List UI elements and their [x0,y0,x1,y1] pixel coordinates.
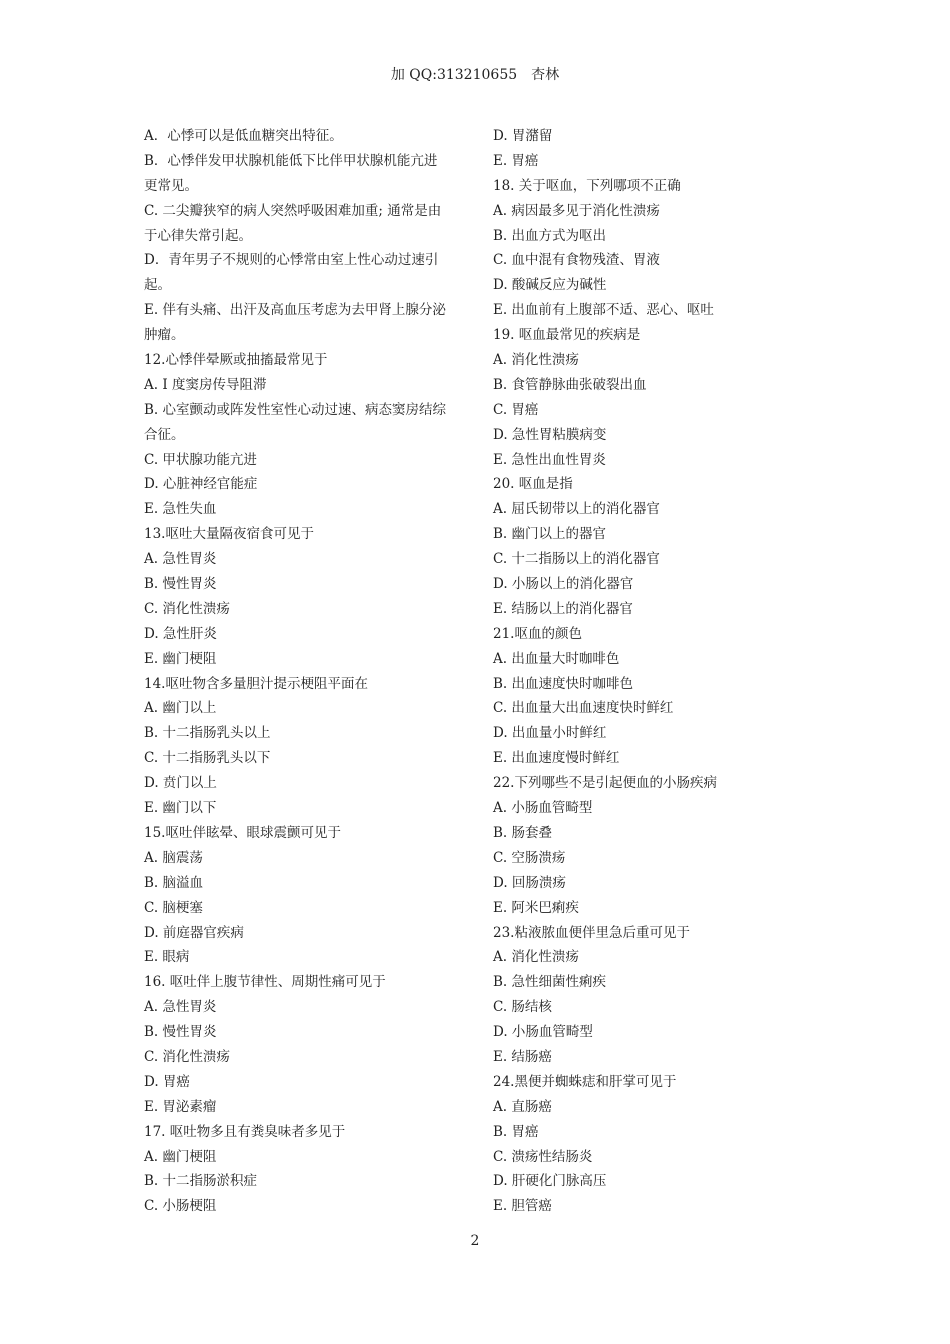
text-line: 15.呕吐伴眩晕、眼球震颤可见于 [144,824,341,841]
text-line: A. 幽门以上 [144,700,217,717]
text-line: E. 胃泌素瘤 [144,1098,217,1115]
text-line: D．青年男子不规则的心悸常由室上性心动过速引 [144,252,439,269]
text-line: A. I 度窦房传导阻滞 [144,376,267,393]
text-line: 23.粘液脓血便伴里急后重可见于 [493,924,690,941]
text-line: 24.黑便并蜘蛛痣和肝掌可见于 [493,1073,677,1090]
text-line: E. 急性失血 [144,501,217,518]
text-line: D. 出血量小时鲜红 [493,725,607,742]
text-line: A. 急性胃炎 [144,551,217,568]
text-line: C. 脑梗塞 [144,899,203,916]
text-line: A. 消化性溃疡 [493,352,579,369]
text-line: D. 小肠血管畸型 [493,1024,593,1041]
text-line: 22.下列哪些不是引起便血的小肠疾病 [493,775,717,792]
text-line: B. 出血速度快时咖啡色 [493,675,634,692]
text-line: C. 小肠梗阻 [144,1198,217,1215]
text-line: A. 病因最多见于消化性溃疡 [493,202,660,219]
text-line: E. 出血速度慢时鲜红 [493,750,620,767]
text-line: B. 慢性胃炎 [144,1024,217,1041]
text-line: D. 回肠溃疡 [493,874,566,891]
text-line: 19. 呕血最常见的疾病是 [493,327,641,344]
text-line: E. 伴有头痛、出汗及高血压考虑为去甲肾上腺分泌 [144,302,446,319]
text-line: C. 甲状腺功能亢进 [144,451,257,468]
text-line: E. 眼病 [144,949,190,966]
text-line: D. 胃潴留 [493,128,553,144]
text-line: E. 急性出血性胃炎 [493,451,606,468]
text-line: 18. 关于呕血，下列哪项不正确 [493,177,681,194]
text-line: 20. 呕血是指 [493,476,573,493]
text-line: D. 肝硬化门脉高压 [493,1173,607,1190]
text-line: A. 消化性溃疡 [493,949,579,966]
text-line: D. 贲门以上 [144,775,217,792]
text-line: B. 慢性胃炎 [144,576,217,593]
text-line: B. 出血方式为呕出 [493,227,607,244]
text-line: A. 出血量大时咖啡色 [493,650,620,667]
text-line: D. 胃癌 [144,1073,190,1090]
text-line: A. 脑震荡 [144,849,203,866]
text-line: 于心律失常引起。 [144,227,252,244]
text-line: C. 消化性溃疡 [144,600,230,617]
text-line: 13.呕吐大量隔夜宿食可见于 [144,526,314,543]
text-line: E. 幽门以下 [144,800,217,817]
text-line: C. 消化性溃疡 [144,1048,230,1065]
text-line: C. 十二指肠乳头以下 [144,750,271,767]
text-line: B. 脑溢血 [144,874,204,891]
text-line: 肿瘤。 [144,327,185,344]
text-line: B. 十二指肠乳头以上 [144,725,271,742]
right-column [493,124,793,1219]
text-line: C. 空肠溃疡 [493,849,566,866]
text-line: C. 十二指肠以上的消化器官 [493,551,660,568]
text-line: D. 小肠以上的消化器官 [493,576,634,593]
text-line: 16. 呕吐伴上腹节律性、周期性痛可见于 [144,974,386,991]
text-line: E. 幽门梗阻 [144,650,217,667]
text-line: B．心悸伴发甲状腺机能低下比伴甲状腺机能亢进 [144,152,438,169]
text-line: B. 肠套叠 [493,824,553,841]
text-line: B. 胃癌 [493,1123,539,1140]
text-line: 12.心悸伴晕厥或抽搐最常见于 [144,352,328,369]
text-line: A. 小肠血管畸型 [493,800,593,817]
page-header: 加 QQ:313210655 杏林 [390,67,560,83]
text-line: A. 急性胃炎 [144,999,217,1016]
text-line: B. 十二指肠淤积症 [144,1173,258,1190]
text-line: D. 急性胃粘膜病变 [493,426,607,443]
text-line: D. 心脏神经官能症 [144,476,258,493]
text-line: A. 屈氏韧带以上的消化器官 [493,501,660,518]
text-line: C. 溃疡性结肠炎 [493,1148,593,1165]
left-column [144,124,474,1219]
text-line: D. 急性肝炎 [144,625,217,642]
text-line: 合征。 [144,426,185,443]
text-line: A. 直肠癌 [493,1098,552,1115]
text-line: 14.呕吐物含多量胆汁提示梗阻平面在 [144,675,368,692]
text-line: E. 结肠癌 [493,1048,552,1065]
text-line: D. 前庭器官疾病 [144,924,244,941]
text-line: C. 胃癌 [493,401,539,418]
text-line: 17. 呕吐物多且有粪臭味者多见于 [144,1123,346,1140]
text-line: A. 幽门梗阻 [144,1148,217,1165]
text-line: C. 肠结核 [493,999,552,1016]
text-line: C. 二尖瓣狭窄的病人突然呼吸困难加重; 通常是由 [144,202,442,219]
text-line: B. 心室颤动或阵发性室性心动过速、病态窦房结综 [144,401,447,418]
text-line: E. 胃癌 [493,152,539,169]
text-line: C. 血中混有食物残渣、胃液 [493,252,660,269]
text-line: C. 出血量大出血速度快时鲜红 [493,700,674,717]
text-line: B. 急性细菌性痢疾 [493,974,607,991]
text-line: B. 幽门以上的器官 [493,526,607,543]
text-line: 21.呕血的颜色 [493,625,582,642]
text-line: E. 结肠以上的消化器官 [493,600,633,617]
text-line: A．心悸可以是低血糖突出特征。 [144,128,343,144]
text-line: E. 阿米巴痢疾 [493,899,579,916]
text-line: B. 食管静脉曲张破裂出血 [493,376,647,393]
text-line: 更常见。 [144,177,198,194]
text-line: 起。 [144,277,171,294]
text-line: D. 酸碱反应为碱性 [493,277,607,294]
page-number: 2 [470,1233,480,1249]
text-line: E. 出血前有上腹部不适、恶心、呕吐 [493,302,714,319]
text-line: E. 胆管癌 [493,1198,552,1215]
